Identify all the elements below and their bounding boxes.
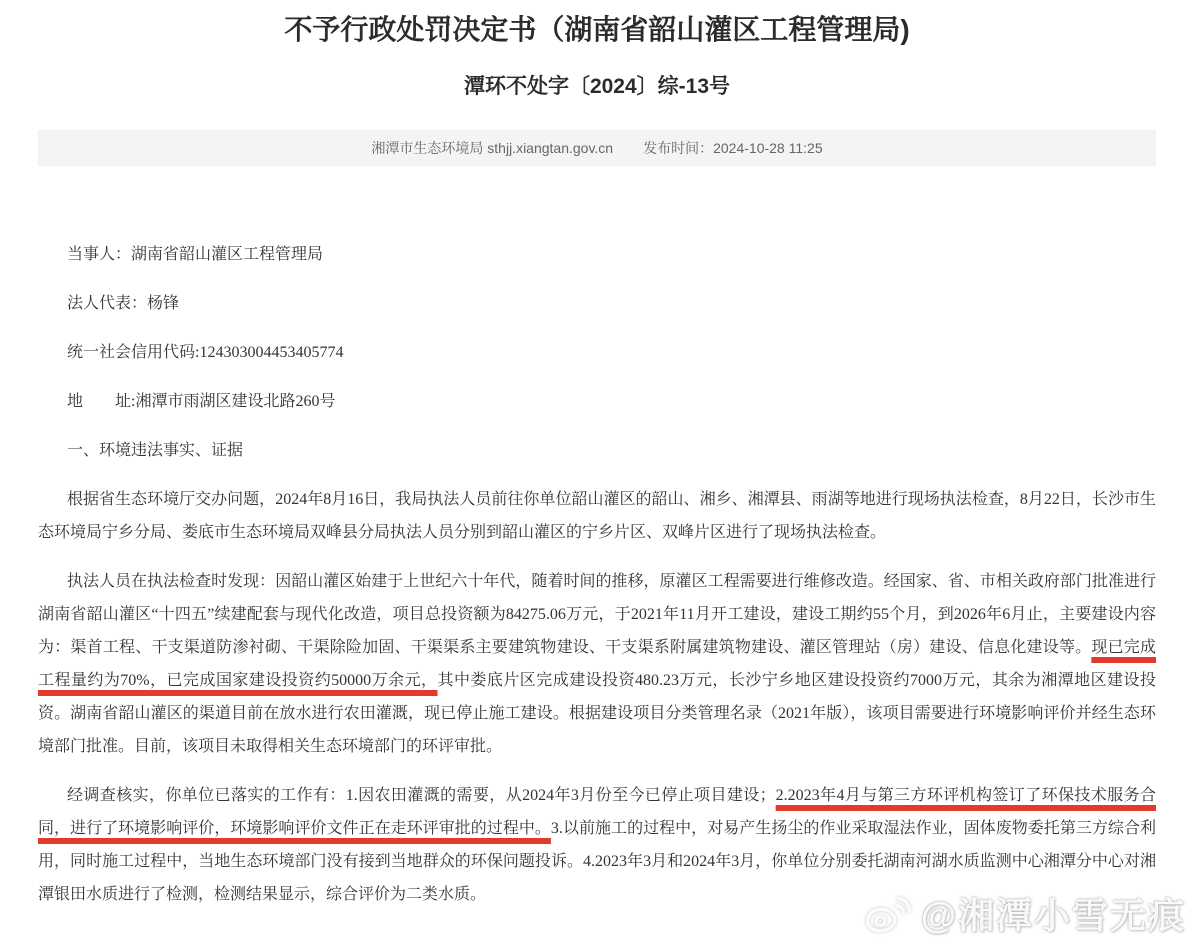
address-line: 地 址:湘潭市雨湖区建设北路260号 [67,393,336,410]
meta-bar [38,130,1156,166]
watermark-text: @湘潭小雪无痕 [920,895,1186,936]
document-body [38,238,1156,911]
findings-text-lead: 执法人员在执法检查时发现：因韶山灌区始建于上世纪六十年代，随着时间的推移，原灌区工程需要进行维修改造。经国家、省、市相关政府部门批准进行湖南省韶山灌区“十四五”续建配套与现代化改造，项目总投资额为84275.06万元，于2021年11月开工建设，建设工期约55个月，到2026年6月止，主要建设内容为：渠首工程、干支渠道防渗衬砌、干渠除险加固、干渠渠系主要建筑物建设、干支渠系附属建筑物建设、灌区管理站（房）建设、信息化建设等。 [38,573,1156,656]
document-number: 潭环不处字〔2024〕综-13号 [463,75,731,98]
red-underline-eia-highlight: 2.2023年4月与第三方环评机构签订了环保技术服务合同，进行了环境影响评价，环境影响评价文件正在走环评审批的过程中。 [38,787,1156,837]
party-line: 当事人：湖南省韶山灌区工程管理局 [67,246,324,263]
source-agency-label: 湘潭市生态环境局 sthjj.xiangtan.gov.cn [371,140,614,156]
section-heading-facts: 一、环境违法事实、证据 [67,442,244,459]
page-title: 不予行政处罚决定书（湖南省韶山灌区工程管理局) [284,14,910,45]
paragraph-inspection: 根据省生态环境厅交办问题，2024年8月16日，我局执法人员前往你单位韶山灌区的韶山、湘乡、湘潭县、雨湖等地进行现场执法检查，8月22日，长沙市生态环境局宁乡分局、娄底市生态环境局双峰县分局执法人员分别到韶山灌区的宁乡片区、双峰片区进行了现场执法检查。 [38,491,1156,541]
publish-time-label: 发布时间：2024-10-28 11:25 [643,140,823,156]
paragraph-verification [38,779,1156,911]
credit-code-line: 统一社会信用代码:124303004453405774 [67,344,344,361]
verification-text-tail: 3.以前施工的过程中，对易产生扬尘的作业采取湿法作业，固体废物委托第三方综合利用，同时施工过程中，当地生态环境部门没有接到当地群众的环保问题投诉。4.2023年3月和2024年3月，你单位分别委托湖南河湖水质监测中心湘潭分中心对湘潭银田水质进行了检测，检测结果显示，综合评价为二类水质。 [38,820,1156,903]
findings-text-tail: 其中娄底片区完成建设投资480.23万元，长沙宁乡地区建设投资约7000万元，其余为湘潭地区建设投资。湖南省韶山灌区的渠道目前在放水进行农田灌溉，现已停止施工建设。根据建设项目分类管理名录（2021年版），该项目需要进行环境影响评价并经生态环境部门批准。目前，该项目未取得相关生态环境部门的环评审批。 [38,672,1156,755]
red-underline-investment-highlight: 现已完成工程量约为70%，已完成国家建设投资约50000万余元， [38,639,1156,689]
document-page [0,12,1194,936]
verification-text-lead: 经调查核实，你单位已落实的工作有：1.因农田灌溉的需要，从2024年3月份至今已停止项目建设； [67,787,776,804]
legal-rep-line: 法人代表：杨锋 [67,295,180,312]
paragraph-findings [38,565,1156,763]
